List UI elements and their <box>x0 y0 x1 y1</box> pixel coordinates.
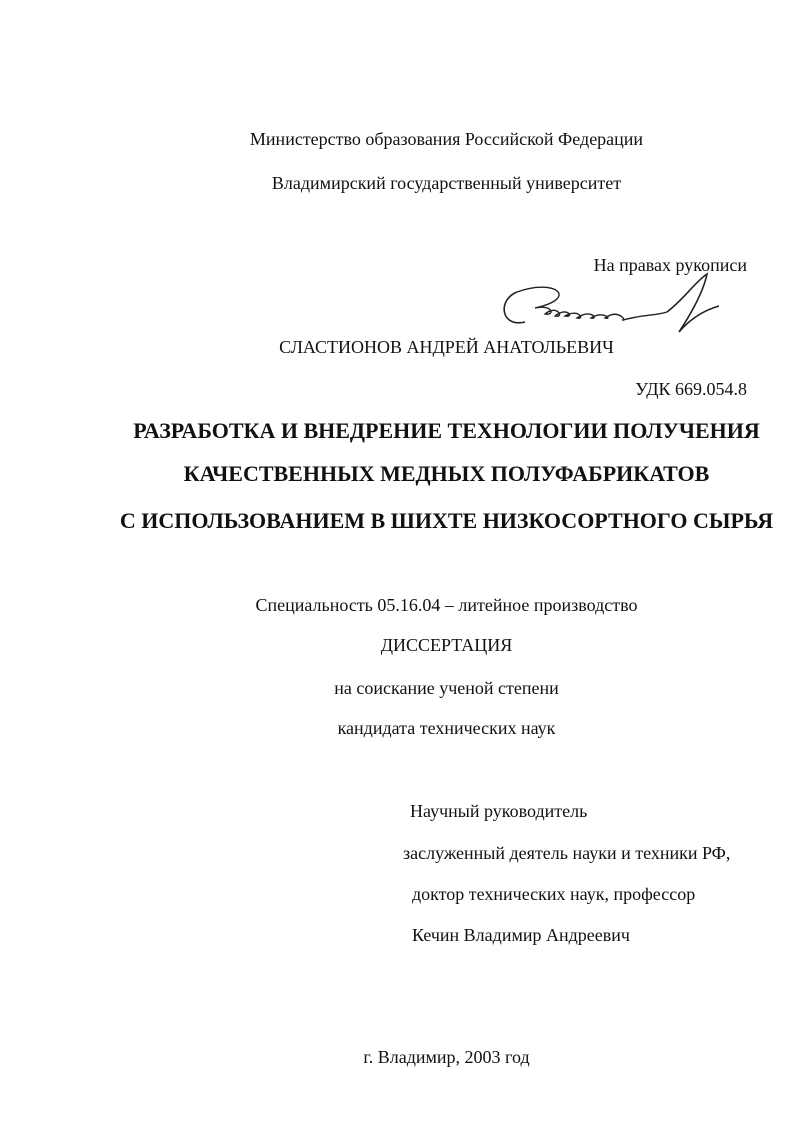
title-line-3: С ИСПОЛЬЗОВАНИЕМ В ШИХТЕ НИЗКОСОРТНОГО СЫРЬЯ <box>119 508 774 533</box>
degree-line-1: на соискание ученой степени <box>334 678 559 698</box>
title-line-2: КАЧЕСТВЕННЫХ МЕДНЫХ ПОЛУФАБРИКАТОВ <box>183 461 710 486</box>
university-line: Владимирский государственный университет <box>271 173 622 193</box>
supervisor-title-1: заслуженный деятель науки и техники РФ, <box>403 843 731 863</box>
author-name: СЛАСТИОНОВ АНДРЕЙ АНАТОЛЬЕВИЧ <box>279 337 614 357</box>
degree-line-2: кандидата технических наук <box>337 718 556 738</box>
title-line-1: РАЗРАБОТКА И ВНЕДРЕНИЕ ТЕХНОЛОГИИ ПОЛУЧЕНИЯ <box>133 418 760 443</box>
place-year: г. Владимир, 2003 год <box>363 1047 530 1067</box>
specialty-line: Специальность 05.16.04 – литейное производство <box>255 595 638 615</box>
udc-code: УДК 669.054.8 <box>635 379 747 399</box>
ministry-line: Министерство образования Российской Федерации <box>249 129 644 149</box>
supervisor-name: Кечин Владимир Андреевич <box>412 925 630 945</box>
work-type: ДИССЕРТАЦИЯ <box>380 635 513 655</box>
supervisor-heading: Научный руководитель <box>410 801 588 821</box>
author-signature <box>495 270 725 340</box>
supervisor-title-2: доктор технических наук, профессор <box>412 884 696 904</box>
rights-note: На правах рукописи <box>593 255 747 275</box>
